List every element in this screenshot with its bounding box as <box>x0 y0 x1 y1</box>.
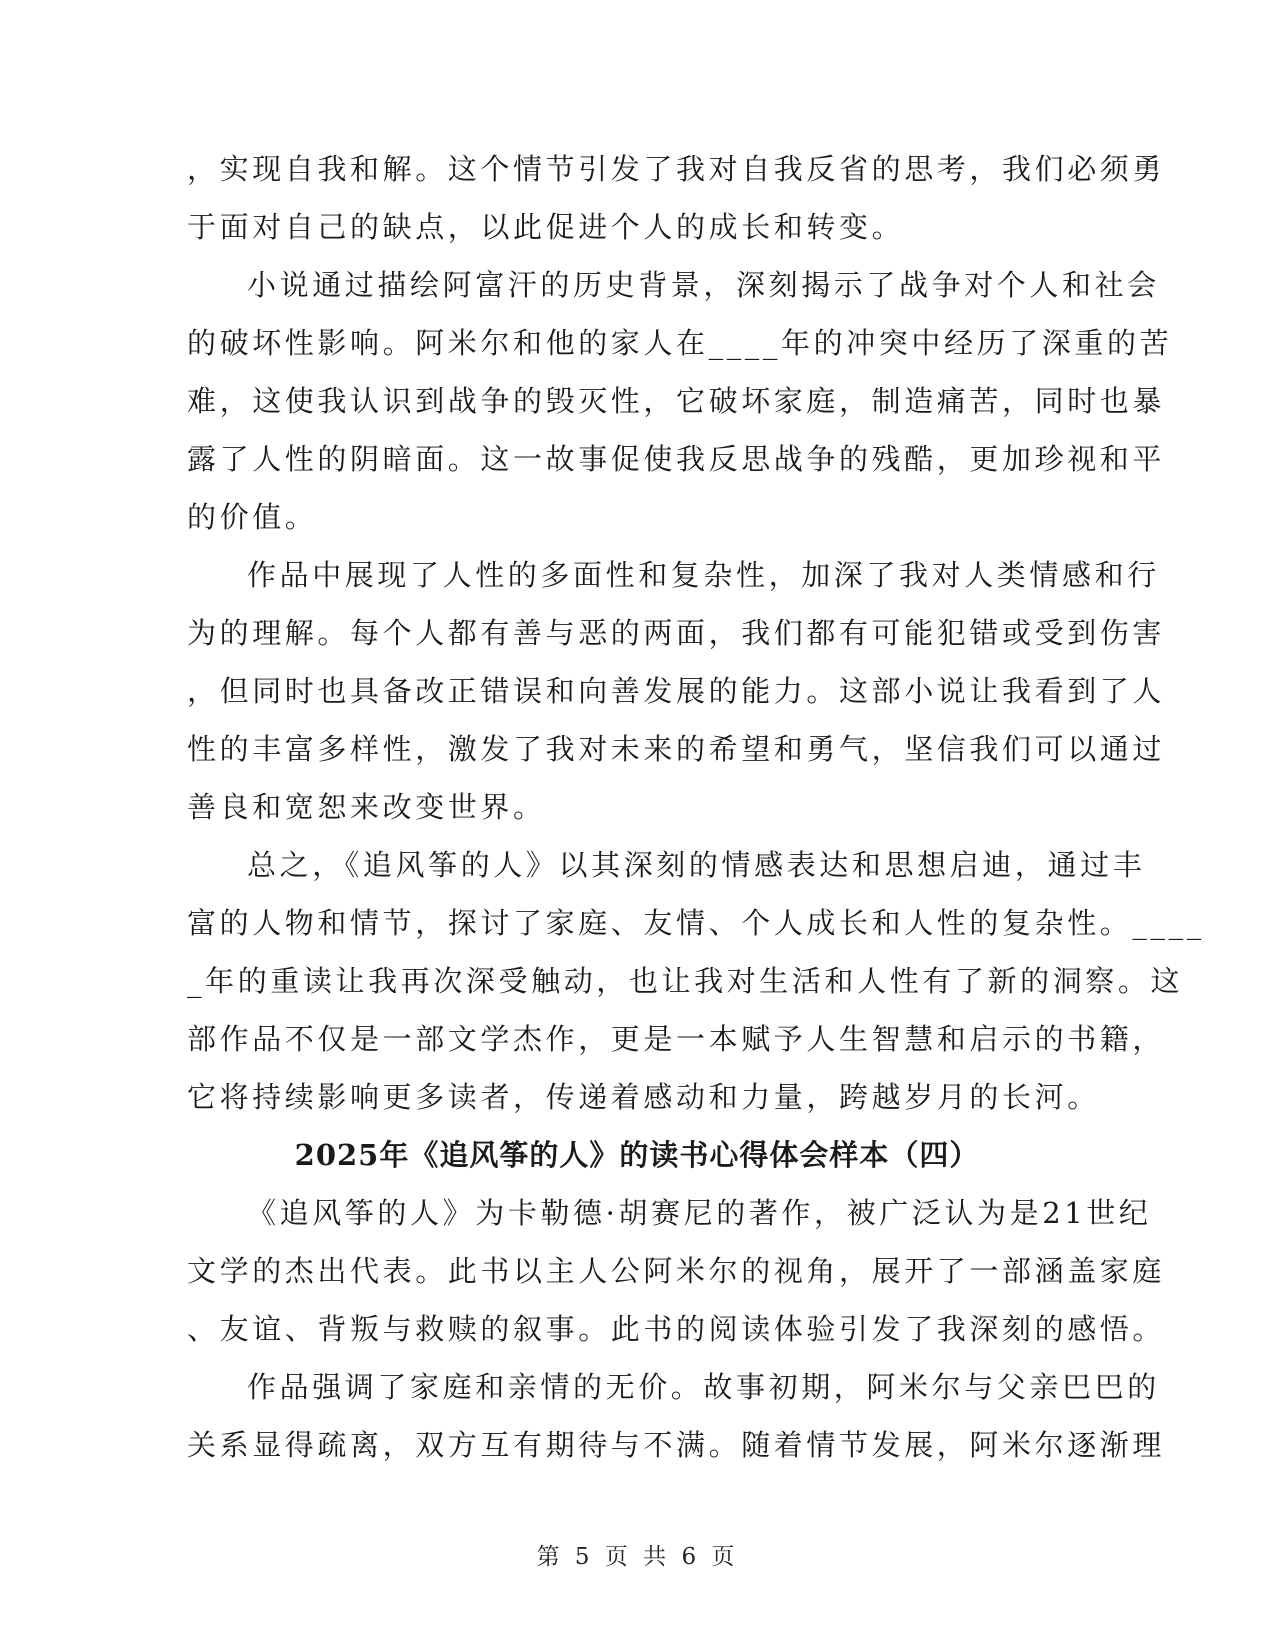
text-line: _年的重读让我再次深受触动，也让我对生活和人性有了新的洞察。这 <box>187 964 1184 998</box>
text-line: 难，这使我认识到战争的毁灭性，它破坏家庭，制造痛苦，同时也暴 <box>187 384 1166 418</box>
text-line: 它将持续影响更多读者，传递着感动和力量，跨越岁月的长河。 <box>187 1080 1100 1114</box>
paragraph-start-line: 总之，《追风筝的人》以其深刻的情感表达和思想启迪，通过丰 <box>247 848 1146 882</box>
text-line: 富的人物和情节，探讨了家庭、友情、个人成长和人性的复杂性。____ <box>187 906 1205 940</box>
text-line: 、友谊、背叛与救赎的叙事。此书的阅读体验引发了我深刻的感悟。 <box>187 1312 1166 1346</box>
paragraph-start-line: 作品中展现了人性的多面性和复杂性，加深了我对人类情感和行 <box>247 558 1160 592</box>
text-line: 的破坏性影响。阿米尔和他的家人在____年的冲突中经历了深重的苦 <box>187 326 1173 360</box>
text-line: ，但同时也具备改正错误和向善发展的能力。这部小说让我看到了人 <box>187 674 1166 708</box>
text-line: 部作品不仅是一部文学杰作，更是一本赋予人生智慧和启示的书籍， <box>187 1022 1166 1056</box>
paragraph-start-line: 小说通过描绘阿富汗的历史背景，深刻揭示了战争对个人和社会 <box>247 268 1160 302</box>
paragraph-start-line: 《追风筝的人》为卡勒德·胡赛尼的著作，被广泛认为是21世纪 <box>247 1196 1152 1230</box>
document-body <box>187 140 1205 1474</box>
page-footer: 第 5 页 共 6 页 <box>536 1544 739 1570</box>
paragraph-start-line: 作品强调了家庭和亲情的无价。故事初期，阿米尔与父亲巴巴的 <box>247 1370 1160 1404</box>
text-line: 露了人性的阴暗面。这一故事促使我反思战争的残酷，更加珍视和平 <box>187 442 1166 476</box>
text-line: 于面对自己的缺点，以此促进个人的成长和转变。 <box>187 210 905 244</box>
text-line: 性的丰富多样性，激发了我对未来的希望和勇气，坚信我们可以通过 <box>187 732 1166 766</box>
text-line: 文学的杰出代表。此书以主人公阿米尔的视角，展开了一部涵盖家庭 <box>187 1254 1166 1288</box>
text-line: 的价值。 <box>187 500 318 534</box>
text-line: ，实现自我和解。这个情节引发了我对自我反省的思考，我们必须勇 <box>187 152 1166 186</box>
section-title: 2025年《追风筝的人》的读书心得体会样本（四） <box>294 1138 980 1172</box>
text-line: 关系显得疏离，双方互有期待与不满。随着情节发展，阿米尔逐渐理 <box>187 1428 1166 1462</box>
text-line: 善良和宽恕来改变世界。 <box>187 790 546 824</box>
text-line: 为的理解。每个人都有善与恶的两面，我们都有可能犯错或受到伤害 <box>187 616 1166 650</box>
